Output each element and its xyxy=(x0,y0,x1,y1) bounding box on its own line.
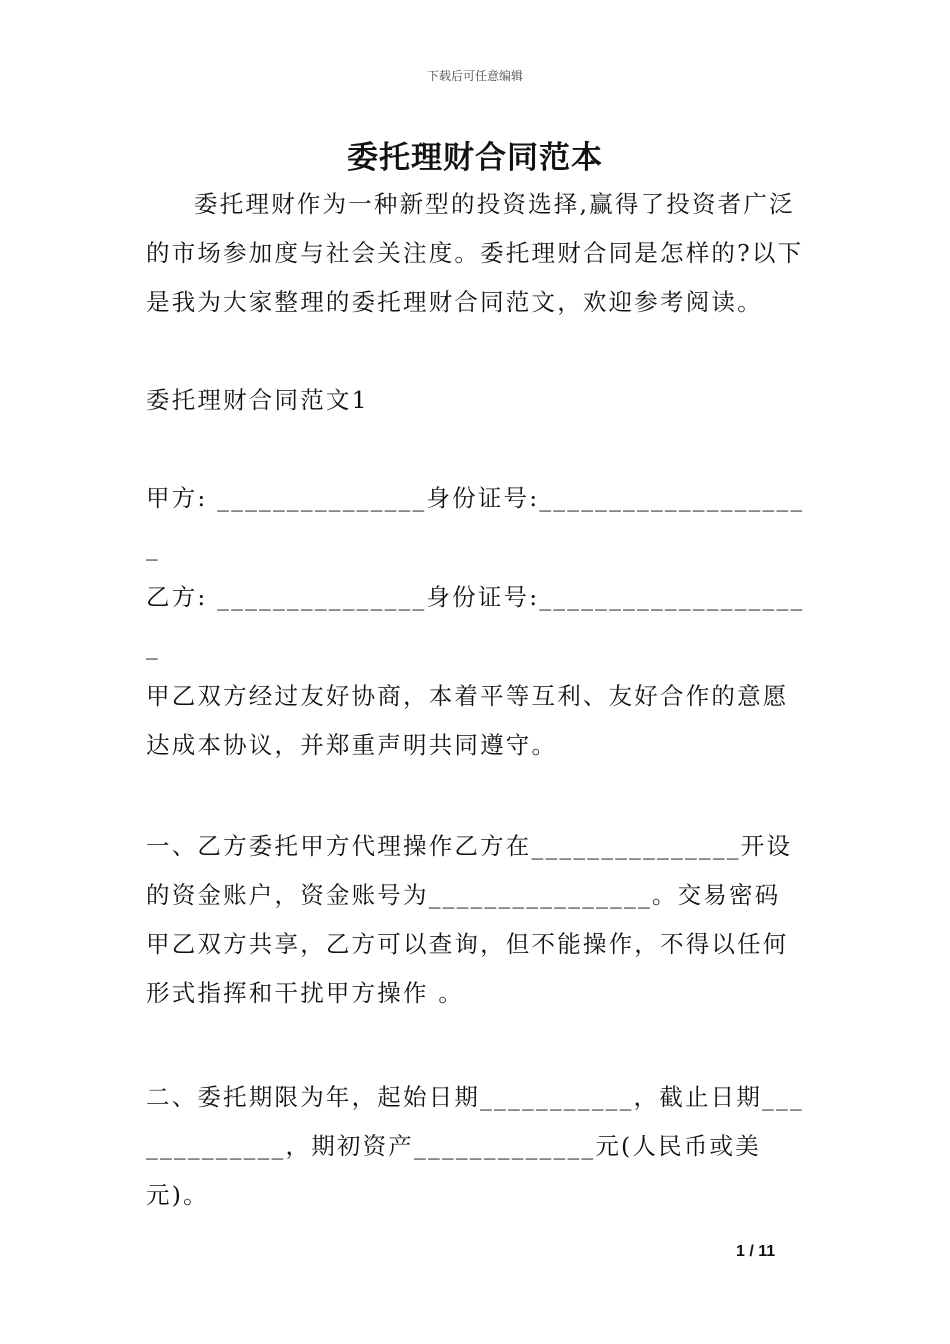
party-b-line: 乙方: _______________身份证号:____________________ xyxy=(146,583,805,660)
header-note: 下载后可任意编辑 xyxy=(426,69,523,83)
party-a-line: 甲方: _______________身份证号:____________________ xyxy=(146,484,805,561)
clause-1-paragraph: 一、乙方委托甲方代理操作乙方在_______________开设的资金账户，资金账号为________________。交易密码甲乙双方共享，乙方可以查询，但不能操作，不得以任何形式指挥和干扰甲方操作 。 xyxy=(146,832,793,1007)
page-number: 1 / 11 xyxy=(736,1243,776,1260)
intro-paragraph: 委托理财作为一种新型的投资选择,赢得了投资者广泛的市场参加度与社会关注度。委托理财合同是怎样的?以下是我为大家整理的委托理财合同范文，欢迎参考阅读。 xyxy=(146,190,804,316)
document-title: 委托理财合同范本 xyxy=(347,140,603,176)
agreement-paragraph: 甲乙双方经过友好协商，本着平等互利、友好合作的意愿达成本协议，并郑重声明共同遵守。 xyxy=(146,682,789,759)
clause-2-paragraph: 二、委托期限为年，起始日期___________，截止日期_____________，期初资产_____________元(人民币或美元)。 xyxy=(146,1083,804,1209)
section-heading: 委托理财合同范文1 xyxy=(146,386,369,414)
